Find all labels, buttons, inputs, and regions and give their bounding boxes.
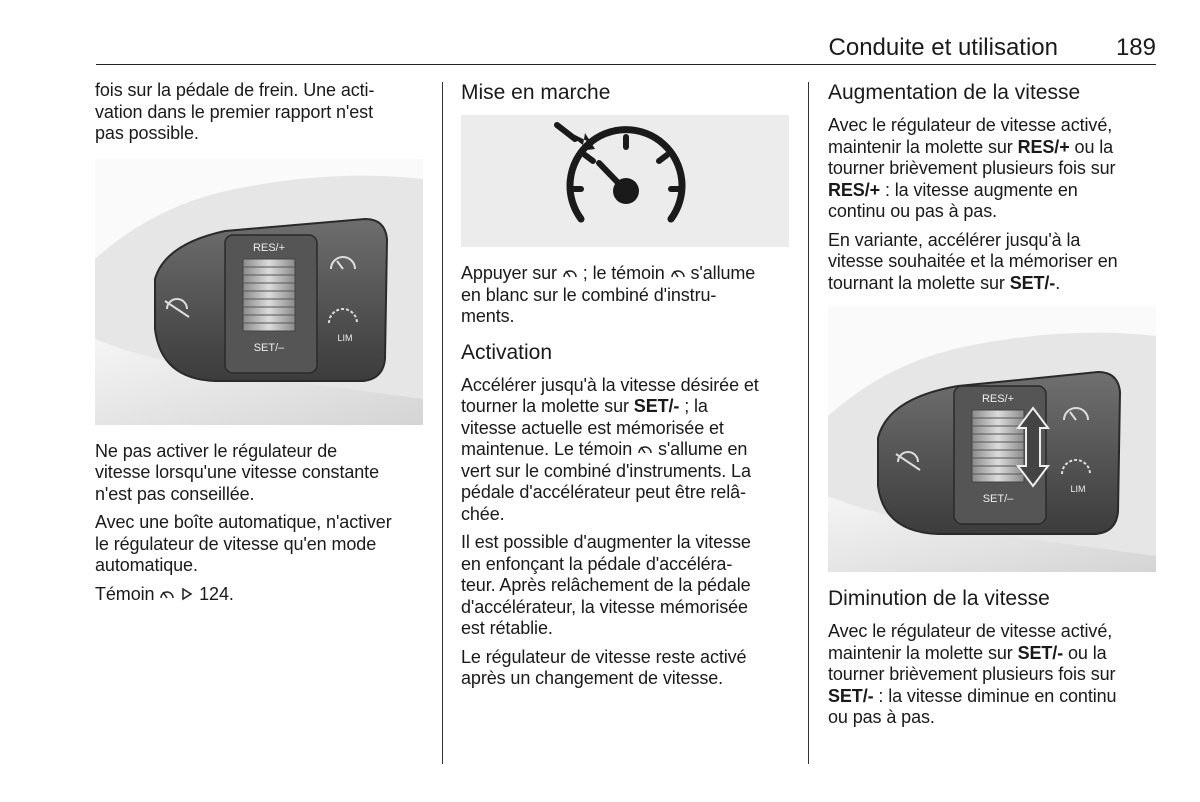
heading-mise-en-marche: Mise en marche: [461, 81, 611, 104]
heading-diminution: Diminution de la vitesse: [828, 587, 1050, 610]
steering-roller-illustration: [828, 306, 1156, 572]
cruise-control-icon: [159, 587, 175, 601]
paragraph-warning: Ne pas activer le régulateur de vitesse lorsqu'une vitesse constante n'est pas conseillée.: [95, 440, 379, 504]
set-label: SET/–: [982, 493, 1014, 505]
paragraph-appuyer: Appuyer sur ; le témoin s'allume en blanc sur le combiné d'instru- ments.: [461, 263, 756, 326]
paragraph-activation: Accélérer jusqu'à la vitesse désirée et tourner la molette sur SET/- ; la vitesse actuelle est mémorisée et maintenue. Le témoin s'allume en vert sur le combiné d'instruments. La pédale d'accélérateur peut être relâ- chée.: [461, 374, 759, 524]
paragraph-indicator-ref: Témoin 124.: [95, 583, 234, 604]
lim-label: LIM: [1070, 484, 1086, 494]
paragraph-regulateur: Le régulateur de vitesse reste activé après un changement de vitesse.: [461, 646, 747, 688]
column-divider-1: [442, 82, 443, 764]
cruise-control-icon: [637, 442, 653, 456]
column-2: [461, 80, 793, 697]
column-divider-2: [808, 82, 809, 764]
column-3: [828, 80, 1158, 736]
column-1: [95, 80, 425, 612]
res-label: RES/+: [981, 393, 1015, 405]
paragraph-variante: En variante, accélérer jusqu'à la vitesse souhaitée et la mémoriser en tournant la molette sur SET/-.: [828, 229, 1118, 293]
page-header: [96, 34, 1156, 65]
heading-augmentation: Augmentation de la vitesse: [828, 81, 1081, 104]
steering-controls-illustration: [95, 159, 423, 425]
paragraph-automatic: Avec une boîte automatique, n'activer le régulateur de vitesse qu'en mode automatique.: [95, 512, 392, 575]
steering-wheel-controls-figure: [95, 159, 423, 425]
set-label: SET/–: [253, 341, 285, 354]
paragraph-diminution: Avec le régulateur de vitesse activé, maintenir la molette sur SET/- ou la tourner brièvement plusieurs fois sur SET/- : la vitesse diminue en continu ou pas à pas.: [828, 621, 1117, 727]
paragraph-augmenter: Il est possible d'augmenter la vitesse en enfonçant la pédale d'accéléra- teur. Après relâchement de la pédale d'accélérateur, la vitesse mémorisée est rétablie.: [461, 532, 751, 638]
section-title: Conduite et utilisation: [828, 34, 1058, 61]
heading-activation: Activation: [461, 340, 553, 364]
paragraph-intro: fois sur la pédale de frein. Une acti- vation dans le premier rapport n'est pas possible.: [95, 80, 375, 143]
cruise-icon-figure: [461, 115, 789, 247]
page-reference-arrow-icon: [180, 587, 194, 601]
steering-wheel-roller-figure: [828, 306, 1156, 572]
cruise-control-large-icon: [461, 115, 789, 247]
cruise-control-icon: [562, 266, 578, 280]
page-number: 189: [1115, 34, 1156, 61]
res-label: RES/+: [252, 241, 286, 254]
lim-label: LIM: [337, 332, 353, 343]
paragraph-augmentation: Avec le régulateur de vitesse activé, maintenir la molette sur RES/+ ou la tourner brièvement plusieurs fois sur RES/+ : la vitesse augmente en continu ou pas à pas.: [828, 115, 1116, 221]
cruise-control-icon: [670, 266, 686, 280]
